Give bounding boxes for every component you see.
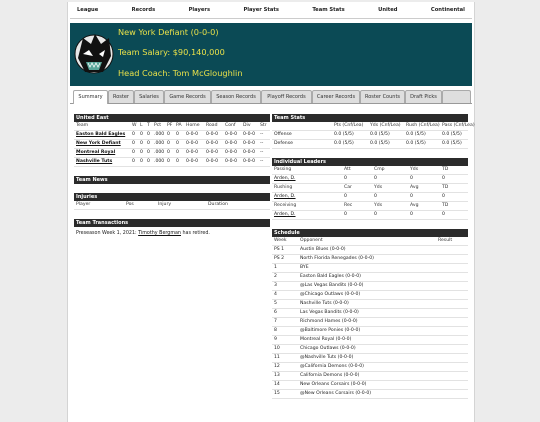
cat-label: Receiving bbox=[274, 203, 297, 208]
leader-link[interactable]: Arden, D. bbox=[274, 194, 296, 199]
schedule-row bbox=[272, 372, 468, 381]
top-nav bbox=[70, 2, 472, 19]
tab-spacer bbox=[442, 90, 471, 103]
opponent-cell[interactable]: @Baltimore Ponies (0-0-0) bbox=[300, 328, 361, 333]
col-2: Yds bbox=[374, 185, 383, 190]
team-logo-icon bbox=[73, 28, 115, 80]
team-link[interactable]: Montreal Royal bbox=[76, 150, 116, 155]
col-opponent: Opponent bbox=[300, 238, 323, 243]
col-yds: Yds (Cnf/Lea) bbox=[370, 123, 401, 128]
week-cell: 7 bbox=[274, 319, 277, 324]
cell-pct: .000 bbox=[154, 141, 165, 146]
opponent-cell: BYE bbox=[300, 265, 309, 270]
tab-draft-picks[interactable]: Draft Picks bbox=[405, 90, 442, 103]
col-4: TD bbox=[442, 185, 449, 190]
cell-1: 0 bbox=[344, 212, 347, 217]
leaders-panel bbox=[272, 158, 468, 220]
col-1: Att bbox=[344, 167, 351, 172]
tab-career-records[interactable]: Career Records bbox=[312, 90, 360, 103]
team-news-title: Team News bbox=[74, 176, 270, 184]
tab-summary[interactable]: Summary bbox=[73, 90, 108, 104]
col-injury: Injury bbox=[158, 202, 172, 207]
col-road: Road bbox=[206, 123, 218, 128]
cell-2: 0 bbox=[374, 194, 377, 199]
nav-team-stats[interactable]: Team Stats bbox=[312, 7, 345, 13]
col-duration: Duration bbox=[208, 202, 228, 207]
schedule-row bbox=[272, 354, 468, 363]
cell-str: -- bbox=[260, 150, 264, 155]
cell-str: -- bbox=[260, 132, 264, 137]
col-w: W bbox=[132, 123, 137, 128]
cell-pass: 0.0 (5/5) bbox=[442, 141, 462, 146]
cell-l: 0 bbox=[140, 132, 143, 137]
cell-3: 0 bbox=[410, 194, 413, 199]
opponent-cell[interactable]: @California Demons (0-0-0) bbox=[300, 364, 364, 369]
col-home: Home bbox=[186, 123, 200, 128]
cell-pct: .000 bbox=[154, 159, 165, 164]
page-container bbox=[67, 2, 475, 422]
col-1: Car bbox=[344, 185, 352, 190]
nav-league[interactable]: League bbox=[77, 7, 99, 13]
leaders-header bbox=[272, 166, 468, 175]
opponent-cell[interactable]: Austin Blues (0-0-0) bbox=[300, 247, 346, 252]
nav-player-stats[interactable]: Player Stats bbox=[243, 7, 279, 13]
team-link[interactable]: New York Defiant bbox=[76, 141, 121, 146]
col-l: L bbox=[140, 123, 143, 128]
cell-conf: 0-0-0 bbox=[225, 141, 238, 146]
schedule-row bbox=[272, 336, 468, 345]
team-salary: Team Salary: $90,140,000 bbox=[118, 47, 225, 57]
col-pa: PA bbox=[176, 123, 182, 128]
nav-players[interactable]: Players bbox=[188, 7, 211, 13]
nav-continental[interactable]: Continental bbox=[430, 7, 465, 13]
col-str: Str bbox=[260, 123, 267, 128]
cat-label: Rushing bbox=[274, 185, 293, 190]
col-conf: Conf bbox=[225, 123, 236, 128]
cell-div: 0-0-0 bbox=[243, 159, 256, 164]
cell-w: 0 bbox=[132, 141, 135, 146]
row-label: Offense bbox=[274, 132, 292, 137]
col-pos: Pos bbox=[126, 202, 134, 207]
transaction-entry bbox=[74, 227, 270, 240]
schedule-title: Schedule bbox=[272, 229, 468, 237]
col-4: TD bbox=[442, 203, 449, 208]
cell-pf: 0 bbox=[167, 132, 170, 137]
schedule-row bbox=[272, 255, 468, 264]
col-3: Avg bbox=[410, 203, 419, 208]
injuries-header bbox=[74, 201, 270, 210]
standings-row bbox=[74, 149, 270, 158]
schedule-row bbox=[272, 390, 468, 399]
transactions-title: Team Transactions bbox=[74, 219, 270, 227]
team-stats-title: Team Stats bbox=[272, 114, 468, 122]
opponent-cell[interactable]: California Demons (0-0-0) bbox=[300, 373, 360, 378]
cell-pf: 0 bbox=[167, 150, 170, 155]
leaders-header bbox=[272, 184, 468, 193]
cell-t: 0 bbox=[147, 159, 150, 164]
nav-united[interactable]: United bbox=[378, 7, 398, 13]
cell-road: 0-0-0 bbox=[206, 132, 219, 137]
cell-rush: 0.0 (5/5) bbox=[406, 141, 426, 146]
transactions-panel bbox=[74, 219, 270, 240]
schedule-row bbox=[272, 309, 468, 318]
cell-1: 0 bbox=[344, 194, 347, 199]
col-pts: Pts (Cnf/Lea) bbox=[334, 123, 364, 128]
week-cell: 15 bbox=[274, 391, 280, 396]
schedule-row bbox=[272, 318, 468, 327]
opponent-cell[interactable]: @Chicago Outlaws (0-0-0) bbox=[300, 292, 361, 297]
opponent-cell[interactable]: North Florida Renegades (0-0-0) bbox=[300, 256, 374, 261]
opponent-cell[interactable]: Chicago Outlaws (0-0-0) bbox=[300, 346, 356, 351]
cell-4: 0 bbox=[442, 194, 445, 199]
head-coach: Head Coach: Tom McGloughlin bbox=[118, 68, 243, 78]
col-pass: Pass (Cnf/Lea) bbox=[442, 123, 475, 128]
col-3: Yds bbox=[410, 167, 419, 172]
opponent-cell[interactable]: Nashville Tuts (0-0-0) bbox=[300, 301, 349, 306]
col-2: Cmp bbox=[374, 167, 385, 172]
cell-l: 0 bbox=[140, 141, 143, 146]
col-3: Avg bbox=[410, 185, 419, 190]
schedule-row bbox=[272, 264, 468, 273]
cell-pa: 0 bbox=[176, 150, 179, 155]
col-rush: Rush (Cnf/Lea) bbox=[406, 123, 440, 128]
cell-pts: 0.0 (5/5) bbox=[334, 141, 354, 146]
cell-w: 0 bbox=[132, 132, 135, 137]
cell-pct: .000 bbox=[154, 150, 165, 155]
cell-rush: 0.0 (5/5) bbox=[406, 132, 426, 137]
schedule-row bbox=[272, 363, 468, 372]
standings-header bbox=[74, 122, 270, 131]
team-banner bbox=[70, 23, 472, 86]
opponent-cell[interactable]: Richmond Hames (0-0-0) bbox=[300, 319, 358, 324]
opponent-cell[interactable]: @Nashville Tuts (0-0-0) bbox=[300, 355, 354, 360]
row-label: Defense bbox=[274, 141, 293, 146]
week-cell: 14 bbox=[274, 382, 280, 387]
cell-l: 0 bbox=[140, 159, 143, 164]
transaction-date: Preseason Week 1, 2021: bbox=[76, 231, 139, 236]
col-pf: PF bbox=[167, 123, 173, 128]
schedule-row bbox=[272, 282, 468, 291]
team-name: New York Defiant (0-0-0) bbox=[118, 27, 219, 37]
cell-3: 0 bbox=[410, 212, 413, 217]
schedule-row bbox=[272, 300, 468, 309]
cell-home: 0-0-0 bbox=[186, 132, 199, 137]
week-cell: 3 bbox=[274, 283, 277, 288]
week-cell: 8 bbox=[274, 328, 277, 333]
cell-road: 0-0-0 bbox=[206, 159, 219, 164]
cell-div: 0-0-0 bbox=[243, 132, 256, 137]
schedule-header bbox=[272, 237, 468, 246]
cell-2: 0 bbox=[374, 176, 377, 181]
week-cell: 5 bbox=[274, 301, 277, 306]
schedule-row bbox=[272, 246, 468, 255]
tab-salaries[interactable]: Salaries bbox=[134, 90, 164, 103]
opponent-cell[interactable]: Easton Bald Eagles (0-0-0) bbox=[300, 274, 361, 279]
col-pct: Pct bbox=[154, 123, 162, 128]
week-cell: 10 bbox=[274, 346, 280, 351]
leaders-header bbox=[272, 202, 468, 211]
cell-div: 0-0-0 bbox=[243, 141, 256, 146]
cell-t: 0 bbox=[147, 132, 150, 137]
cell-l: 0 bbox=[140, 150, 143, 155]
cell-2: 0 bbox=[374, 212, 377, 217]
cell-4: 0 bbox=[442, 176, 445, 181]
cell-pf: 0 bbox=[167, 141, 170, 146]
leader-link[interactable]: Arden, D. bbox=[274, 176, 296, 181]
leader-link[interactable]: Arden, D. bbox=[274, 212, 296, 217]
cell-yds: 0.0 (5/5) bbox=[370, 141, 390, 146]
team-stats-row bbox=[272, 140, 468, 149]
cell-pass: 0.0 (5/5) bbox=[442, 132, 462, 137]
opponent-cell[interactable]: Montreal Royal (0-0-0) bbox=[300, 337, 352, 342]
cell-conf: 0-0-0 bbox=[225, 150, 238, 155]
cell-t: 0 bbox=[147, 150, 150, 155]
week-cell: 2 bbox=[274, 274, 277, 279]
opponent-cell[interactable]: New Orleans Corsairs (0-0-0) bbox=[300, 382, 367, 387]
leaders-title: Individual Leaders bbox=[272, 158, 468, 166]
cell-1: 0 bbox=[344, 176, 347, 181]
cell-pa: 0 bbox=[176, 141, 179, 146]
team-link[interactable]: Easton Bald Eagles bbox=[76, 132, 126, 137]
team-stats-row bbox=[272, 131, 468, 140]
team-stats-header bbox=[272, 122, 475, 131]
team-stats-panel bbox=[272, 114, 475, 149]
tab-bar bbox=[70, 88, 472, 104]
cell-road: 0-0-0 bbox=[206, 150, 219, 155]
week-cell: 1 bbox=[274, 265, 277, 270]
opponent-cell[interactable]: @Las Vegas Bandits (0-0-0) bbox=[300, 283, 364, 288]
week-cell: 12 bbox=[274, 364, 280, 369]
cat-label: Passing bbox=[274, 167, 292, 172]
standings-row bbox=[74, 131, 270, 140]
team-news-panel bbox=[74, 176, 270, 184]
week-cell: 13 bbox=[274, 373, 280, 378]
schedule-row bbox=[272, 273, 468, 282]
cell-road: 0-0-0 bbox=[206, 141, 219, 146]
cell-conf: 0-0-0 bbox=[225, 132, 238, 137]
schedule-row bbox=[272, 291, 468, 300]
cell-pa: 0 bbox=[176, 132, 179, 137]
standings-panel bbox=[74, 114, 270, 167]
cell-3: 0 bbox=[410, 176, 413, 181]
col-2: Yds bbox=[374, 203, 383, 208]
cell-str: -- bbox=[260, 141, 264, 146]
cell-home: 0-0-0 bbox=[186, 141, 199, 146]
cell-w: 0 bbox=[132, 150, 135, 155]
transaction-player-link[interactable]: Timothy Bergman bbox=[138, 231, 181, 236]
week-cell: 6 bbox=[274, 310, 277, 315]
schedule-row bbox=[272, 345, 468, 354]
col-t: T bbox=[147, 123, 150, 128]
schedule-row bbox=[272, 327, 468, 336]
injuries-panel bbox=[74, 193, 270, 210]
tab-roster-counts[interactable]: Roster Counts bbox=[360, 90, 405, 103]
cell-home: 0-0-0 bbox=[186, 150, 199, 155]
col-4: TD bbox=[442, 167, 449, 172]
tab-game-records[interactable]: Game Records bbox=[164, 90, 211, 103]
cell-conf: 0-0-0 bbox=[225, 159, 238, 164]
cell-yds: 0.0 (5/5) bbox=[370, 132, 390, 137]
standings-row bbox=[74, 140, 270, 149]
cell-pa: 0 bbox=[176, 159, 179, 164]
week-cell: PS 1 bbox=[274, 247, 285, 252]
cell-pct: .000 bbox=[154, 132, 165, 137]
cell-pts: 0.0 (5/5) bbox=[334, 132, 354, 137]
transaction-text: has retired. bbox=[180, 231, 210, 236]
leader-row bbox=[272, 211, 468, 220]
cell-4: 0 bbox=[442, 212, 445, 217]
leader-row bbox=[272, 175, 468, 184]
week-cell: 11 bbox=[274, 355, 280, 360]
tab-roster[interactable]: Roster bbox=[108, 90, 134, 103]
week-cell: 9 bbox=[274, 337, 277, 342]
week-cell: 4 bbox=[274, 292, 277, 297]
col-result: Result bbox=[438, 238, 453, 243]
cell-home: 0-0-0 bbox=[186, 159, 199, 164]
schedule-panel bbox=[272, 229, 468, 399]
cell-w: 0 bbox=[132, 159, 135, 164]
team-link[interactable]: Nashville Tuts bbox=[76, 159, 113, 164]
col-week: Week bbox=[274, 238, 287, 243]
tab-season-records[interactable]: Season Records bbox=[211, 90, 261, 103]
col-1: Rec bbox=[344, 203, 353, 208]
cell-str: -- bbox=[260, 159, 264, 164]
standings-row bbox=[74, 158, 270, 167]
opponent-cell[interactable]: Las Vegas Bandits (0-0-0) bbox=[300, 310, 359, 315]
nav-records[interactable]: Records bbox=[131, 7, 156, 13]
week-cell: PS 2 bbox=[274, 256, 285, 261]
cell-pf: 0 bbox=[167, 159, 170, 164]
col-player: Player bbox=[76, 202, 91, 207]
cell-t: 0 bbox=[147, 141, 150, 146]
tab-playoff-records[interactable]: Playoff Records bbox=[261, 90, 312, 103]
col-div: Div bbox=[243, 123, 251, 128]
injuries-title: Injuries bbox=[74, 193, 270, 201]
cell-div: 0-0-0 bbox=[243, 150, 256, 155]
leader-row bbox=[272, 193, 468, 202]
col-team: Team bbox=[76, 123, 89, 128]
standings-title: United East bbox=[74, 114, 270, 122]
opponent-cell[interactable]: @New Orleans Corsairs (0-0-0) bbox=[300, 391, 372, 396]
schedule-row bbox=[272, 381, 468, 390]
